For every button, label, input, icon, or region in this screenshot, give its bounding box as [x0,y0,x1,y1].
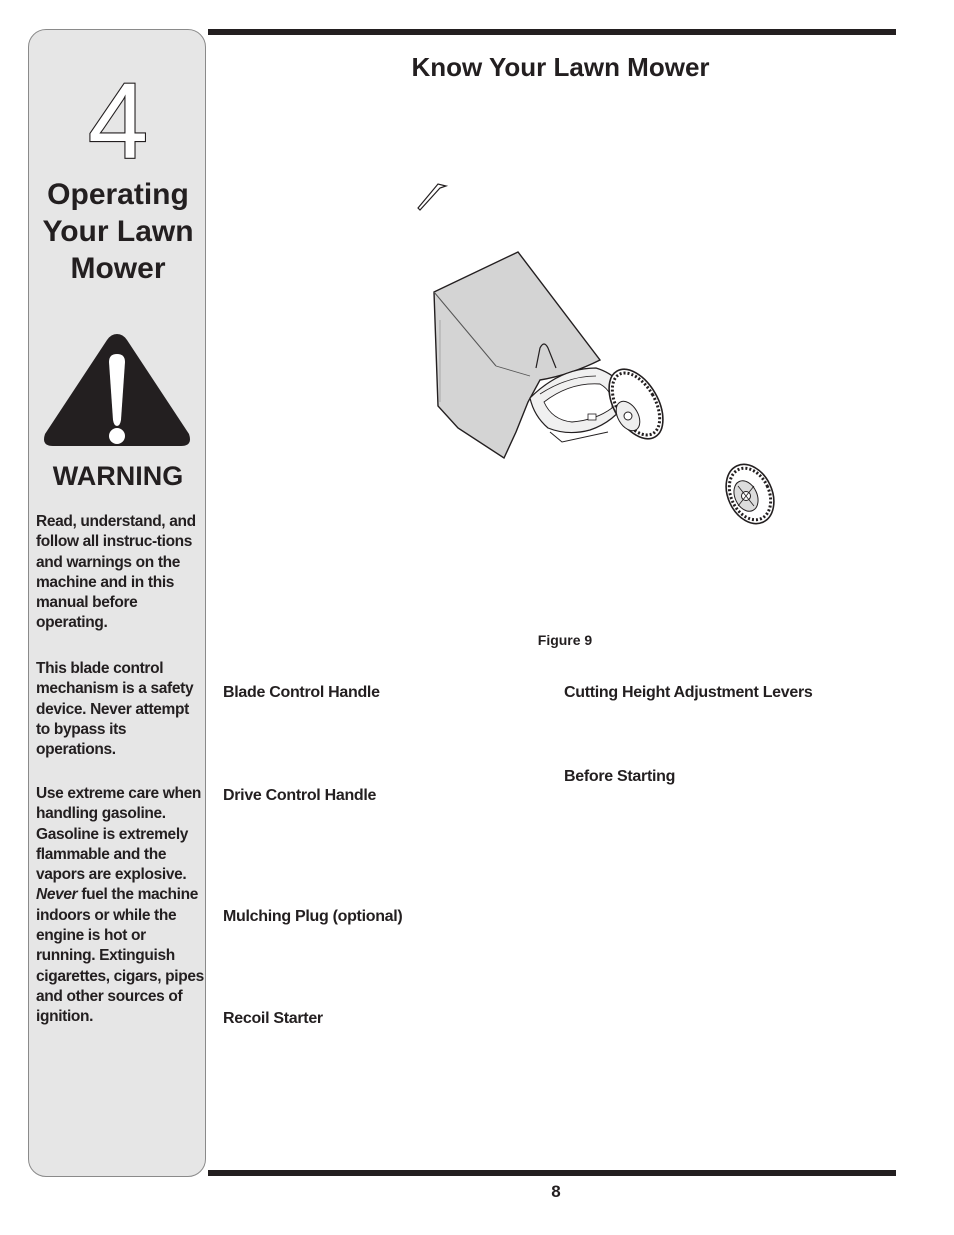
warning-text-span: fuel the machine indoors or while the engine is hot or running. Extinguish cigarettes, cigars, pipes and other sources of ignition. [36,886,204,1026]
bottom-rule [208,1170,896,1176]
section-blade-control-handle: Blade Control Handle [223,684,380,701]
chapter-title-line: Operating [47,178,189,211]
warning-text-span: Use extreme care when handling gasoline. Gasoline is extremely flammable and the vapors are explosive. [36,785,201,884]
section-drive-control-handle: Drive Control Handle [223,787,377,804]
section-before-starting: Before Starting [564,768,676,785]
chapter-number-graphic [78,68,158,168]
warning-paragraph: Read, understand, and follow all instruc-tions and warnings on the machine and in this manual before operating. [36,513,196,632]
section-mulching-plug: Mulching Plug (optional) [223,908,403,925]
chapter-title-line: Your Lawn [42,215,194,248]
warning-emphasis: Never [36,886,78,904]
lawn-mower-illustration [400,170,800,540]
section-recoil-starter: Recoil Starter [223,1010,323,1027]
top-rule [208,29,896,35]
chapter-title-line: Mower [70,252,166,285]
section-cutting-height-levers: Cutting Height Adjustment Levers [564,684,813,701]
chapter-number [29,68,207,168]
loose-wheel [717,457,783,532]
warning-triangle-icon [39,330,195,455]
handle-fragment [418,184,446,210]
page-number: 8 [551,1182,561,1201]
warning-heading: WARNING [52,461,184,491]
warning-paragraph: This blade control mechanism is a safety device. Never attempt to bypass its operations. [36,660,194,759]
chapter-number-text: 4 [87,68,149,168]
page-heading: Know Your Lawn Mower [411,52,710,82]
chapter-title [29,176,207,287]
figure-caption: Figure 9 [537,632,593,648]
warning-paragraph [36,784,204,1028]
chapter-sidebar [28,29,206,1177]
